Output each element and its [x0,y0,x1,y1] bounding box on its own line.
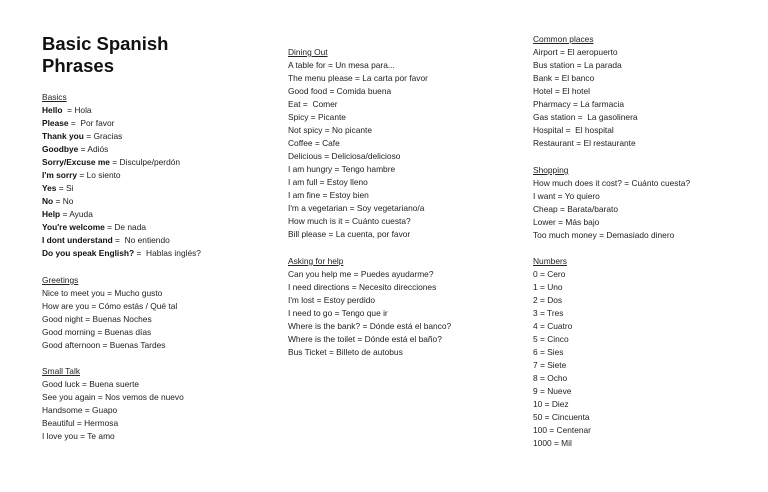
english-term: I dont understand [42,235,113,245]
section-shopping [533,164,768,242]
english-term: Help [42,209,61,219]
section-heading: Basics [42,92,67,102]
phrase-row: You're welcome = De nada [42,222,147,232]
phrase-row: Hospital = El hospital [533,125,614,135]
phrase-row: Handsome = Guapo [42,405,118,415]
phrase-row: Goodbye = Adiós [42,144,109,154]
phrase-row: Thank you = Gracias [42,131,123,141]
phrase-row: I am full = Estoy lleno [288,177,368,187]
section-small-talk [42,365,282,443]
spanish-term: De nada [114,222,147,232]
phrase-row: I'm lost = Estoy perdido [288,295,376,305]
spanish-term: No entiendo [124,235,170,245]
phrase-row: Not spicy = No picante [288,125,373,135]
page-title: Basic Spanish Phrases [42,33,169,76]
phrase-row: Eat = Comer [288,99,338,109]
phrase-row: Airport = El aeropuerto [533,47,618,57]
phrase-row: Good luck = Buena suerte [42,379,140,389]
phrase-row: Too much money = Demasiado dinero [533,230,675,240]
spanish-term: Por favor [80,118,115,128]
phrase-row: Please = Por favor [42,118,115,128]
phrase-row: I need directions = Necesito direcciones [288,282,437,292]
phrase-row: Cheap = Barata/barato [533,204,618,214]
phrase-row: Bill please = La cuenta, por favor [288,229,411,239]
spanish-term: Si [66,183,74,193]
english-term: Goodbye [42,144,79,154]
phrase-row: 2 = Dos [533,295,563,305]
phrase-row: Nice to meet you = Mucho gusto [42,288,163,298]
spanish-term: Adiós [87,144,109,154]
phrase-row: Good food = Comida buena [288,86,392,96]
phrase-row: Coffee = Cafe [288,138,340,148]
phrase-row: Gas station = La gasolinera [533,112,638,122]
spanish-term: Lo siento [86,170,121,180]
phrase-row: 3 = Tres [533,308,564,318]
phrase-row: 1000 = Mil [533,438,572,448]
spanish-term: Ayuda [69,209,93,219]
phrase-row: Good night = Buenas Noches [42,314,152,324]
section-asking-for-help [288,255,528,359]
phrase-row: Lower = Más bajo [533,217,600,227]
section-heading: Numbers [533,256,567,266]
phrase-row: Where is the toilet = Dónde está el baño? [288,334,442,344]
section-heading: Dining Out [288,47,328,57]
phrase-row: See you again = Nos vemos de nuevo [42,392,184,402]
english-term: I'm sorry [42,170,78,180]
phrase-row: Bank = El banco [533,73,595,83]
spanish-term: No [62,196,74,206]
phrase-row: I dont understand = No entiendo [42,235,170,245]
english-term: Sorry/Excuse me [42,157,110,167]
phrase-row: 4 = Cuatro [533,321,573,331]
phrase-row: Beautiful = Hermosa [42,418,119,428]
english-term: Do you speak English? [42,248,135,258]
section-heading: Greetings [42,275,79,285]
phrase-row: 7 = Siete [533,360,567,370]
section-dining-out [288,46,528,241]
phrase-row: Yes = Si [42,183,74,193]
phrase-row: Delicious = Deliciosa/delicioso [288,151,401,161]
english-term: You're welcome [42,222,105,232]
phrase-row: Help = Ayuda [42,209,93,219]
phrase-row: A table for = Un mesa para... [288,60,395,70]
phrase-row: Bus Ticket = Billeto de autobus [288,347,403,357]
phrase-row: Can you help me = Puedes ayudarme? [288,269,434,279]
phrase-row: I'm sorry = Lo siento [42,170,121,180]
phrase-row: The menu please = La carta por favor [288,73,428,83]
phrase-row: I need to go = Tengo que ir [288,308,388,318]
phrase-row: Hello = Hola [42,105,92,115]
phrase-row: No = No [42,196,74,206]
english-term: Thank you [42,131,84,141]
phrase-row: Hotel = El hotel [533,86,591,96]
phrase-row: 1 = Uno [533,282,563,292]
english-term: Please [42,118,69,128]
phrase-row: How are you = Cómo estás / Qué tal [42,301,178,311]
phrase-row: 100 = Centenar [533,425,591,435]
phrase-row: 10 = Diez [533,399,569,409]
section-numbers [533,255,768,450]
phrase-row: 6 = Sies [533,347,564,357]
phrase-row: 8 = Ocho [533,373,568,383]
phrase-row: I want = Yo quiero [533,191,600,201]
spanish-term: Hablas inglés? [146,248,201,258]
section-heading: Common places [533,34,594,44]
section-heading: Small Talk [42,366,81,376]
spanish-term: Disculpe/perdón [119,157,181,167]
phrase-row: How much is it = Cuánto cuesta? [288,216,411,226]
phrase-row: How much does it cost? = Cuánto cuesta? [533,178,691,188]
phrase-row: Do you speak English? = Hablas inglés? [42,248,201,258]
phrase-row: 9 = Nueve [533,386,572,396]
section-heading: Shopping [533,165,569,175]
phrase-row: Pharmacy = La farmacia [533,99,625,109]
phrase-row: I love you = Te amo [42,431,115,441]
section-basics [42,91,282,260]
english-term: No [42,196,54,206]
spanish-term: Hola [74,105,92,115]
english-term: Hello [42,105,63,115]
spanish-term: Gracias [93,131,123,141]
phrase-row: I am hungry = Tengo hambre [288,164,396,174]
phrase-row: 5 = Cinco [533,334,569,344]
phrase-row: Where is the bank? = Dónde está el banco? [288,321,452,331]
phrase-row: Restaurant = El restaurante [533,138,636,148]
phrase-row: Good afternoon = Buenas Tardes [42,340,166,350]
phrase-row: Spicy = Picante [288,112,346,122]
section-heading: Asking for help [288,256,344,266]
phrase-row: I'm a vegetarian = Soy vegetariano/a [288,203,425,213]
english-term: Yes [42,183,57,193]
phrase-row: Sorry/Excuse me = Disculpe/perdón [42,157,181,167]
phrase-row: 50 = Cincuenta [533,412,590,422]
phrase-row: Bus station = La parada [533,60,622,70]
phrase-row: Good morning = Buenas días [42,327,152,337]
phrase-row: I am fine = Estoy bien [288,190,369,200]
phrase-row: 0 = Cero [533,269,566,279]
section-common-places [533,33,768,150]
section-greetings [42,274,282,352]
